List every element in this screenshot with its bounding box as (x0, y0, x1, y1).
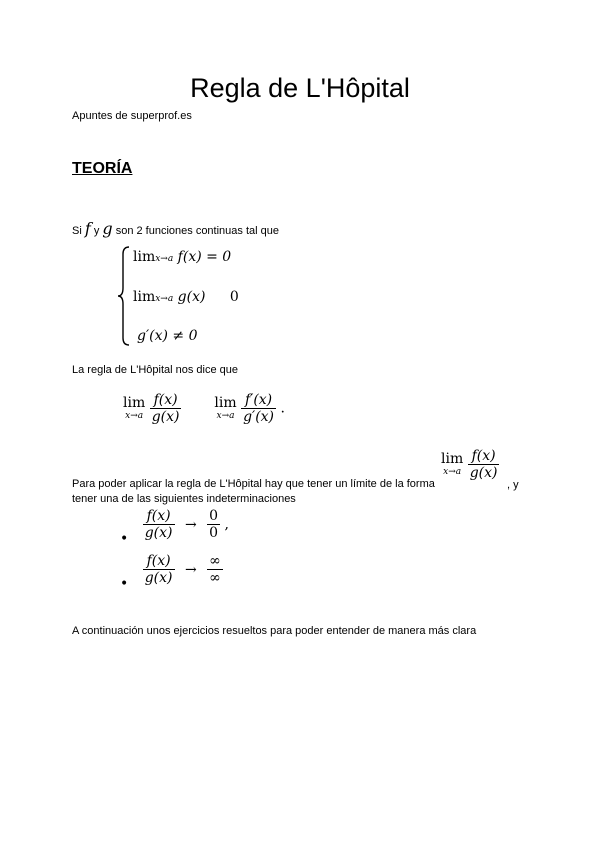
intro-f: f (84, 219, 91, 238)
arrow: → (184, 516, 197, 533)
closing-paragraph: A continuación unos ejercicios resueltos para poder entender de manera más clara (72, 625, 477, 637)
intro-suffix: son 2 funciones continuas tal que (115, 225, 279, 237)
system-row-1 (133, 249, 231, 265)
system-row-3: g′(x) ≠ 0 (137, 328, 198, 344)
lim-word: lim (133, 289, 156, 305)
rule-intro: La regla de L'Hôpital nos dice que (72, 364, 238, 376)
rule-period: . (280, 400, 285, 417)
fraction-2: $\frac{f'(x)}{g'(x)}$ (243, 392, 275, 425)
bullet: • (120, 575, 129, 592)
apply-line-1: Para poder aplicar la regla de L'Hôpital hay que tener un límite de la forma (72, 478, 435, 490)
system-brace (117, 246, 131, 346)
row2-expr: g(x) (177, 289, 206, 305)
limit-1: lim x→a (123, 395, 146, 421)
lim-subscript: x→a (155, 294, 174, 304)
page-title: Regla de L'Hôpital (190, 73, 410, 103)
system-row-2 (133, 289, 239, 305)
section-heading: TEORÍA (72, 160, 133, 177)
indeterminacy-item: • $\frac{f(x)}{g(x)}$ → $\frac{\infty}{\infty}$ (120, 553, 221, 592)
intro-y: y (93, 225, 100, 237)
limit-2: lim x→a (214, 395, 237, 421)
intro-line (72, 219, 279, 238)
fraction-1: $\frac{f(x)}{g(x)}$ (151, 392, 180, 425)
arrow: → (184, 561, 197, 578)
indeterminacy-item: • $\frac{f(x)}{g(x)}$ → $\frac{0}{0}$ , (120, 508, 229, 547)
apply-line-2: tener una de las siguientes indeterminaciones (72, 493, 296, 505)
lim-subscript: x→a (155, 254, 174, 264)
source-note: Apuntes de superprof.es (72, 110, 192, 122)
intro-g: g (102, 219, 113, 238)
apply-line-1-end: , y (507, 479, 519, 491)
rule-equation (123, 392, 285, 425)
bullet: • (120, 530, 129, 547)
lim-word: lim (133, 249, 156, 265)
row1-expr: f(x) = 0 (177, 249, 232, 265)
row2-value: 0 (229, 289, 239, 305)
intro-prefix: Si (72, 225, 82, 237)
form-limit: lim x→a $\frac{f(x)}{g(x)}$ (441, 448, 498, 481)
